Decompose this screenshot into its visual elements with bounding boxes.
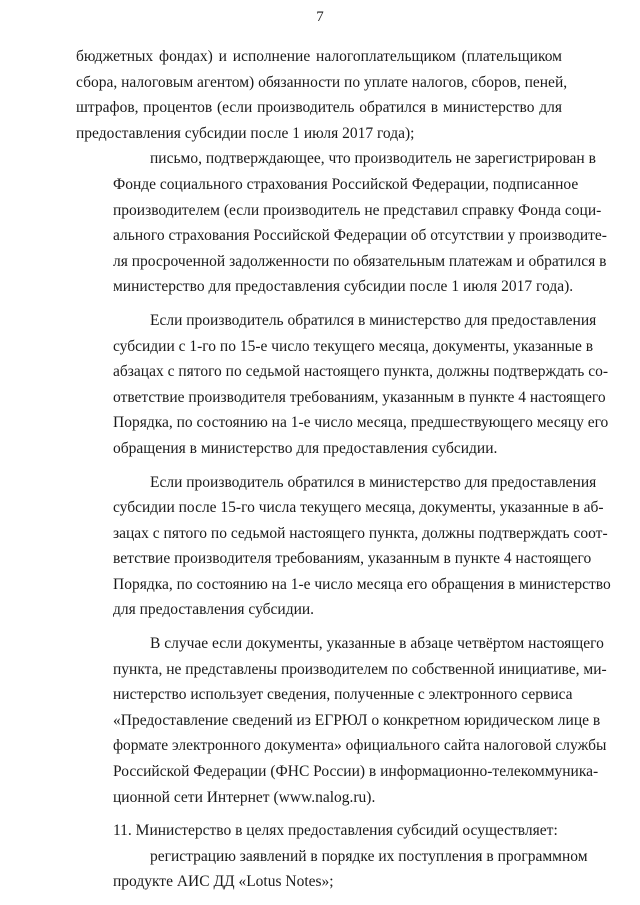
text-line: обращения в министерство для предоставления субсидии. xyxy=(113,439,498,457)
text-line: формате электронного документа» официального сайта налоговой службы xyxy=(113,737,607,755)
text-line: для предоставления субсидии. xyxy=(113,601,315,619)
text-line: сбора, налоговым агентом) обязанности по уплате налогов, сборов, пеней, xyxy=(76,73,568,91)
text-line: абзацах с пятого по седьмой настоящего пункта, должны подтверждать со- xyxy=(113,363,609,381)
text-line: продукте АИС ДД «Lotus Notes»; xyxy=(113,873,334,891)
text-line: бюджетных фондах) и исполнение налогоплательщиком (плательщиком xyxy=(76,48,562,65)
text-line: Если производитель обратился в министерство для предоставления xyxy=(150,473,597,491)
text-line: Порядка, по состоянию на 1-е число месяца, предшествующего месяцу его xyxy=(113,414,609,432)
paragraph-social-fund-letter xyxy=(76,146,607,300)
text-line: зацах с пятого по седьмой настоящего пункта, должны подтверждать соот- xyxy=(113,524,608,542)
text-line: 11. Министерство в целях предоставления субсидий осуществляет: xyxy=(113,822,558,840)
paragraph-tax-obligations xyxy=(76,44,568,146)
paragraph-registration xyxy=(76,844,588,895)
text-line: ля просроченной задолженности по обязательным платежам и обратился в xyxy=(113,252,607,270)
paragraph-item-11 xyxy=(76,818,562,844)
text-line: нистерство использует сведения, полученные с электронного сервиса xyxy=(113,686,573,704)
text-line: субсидии после 15-го числа текущего месяца, документы, указанные в аб- xyxy=(113,499,604,517)
text-line: министерство для предоставления субсидии после 1 июля 2017 года). xyxy=(113,278,574,296)
text-line: письмо, подтверждающее, что производитель не зарегистрирован в xyxy=(150,150,596,168)
text-line: производителем (если производитель не представил справку Фонда соци- xyxy=(113,201,602,219)
paragraph-second-half-of-month xyxy=(76,470,611,624)
text-line: ветствие производителя требованиям, указанным в пункте 4 настоящего xyxy=(113,550,592,568)
document-body xyxy=(76,44,611,895)
paragraph-egrul-service xyxy=(76,631,607,810)
text-line: штрафов, процентов (если производитель обратился в министерство для xyxy=(76,99,562,117)
text-line: Порядка, по состоянию на 1-е число месяца его обращения в министерство xyxy=(113,575,611,593)
text-line: регистрацию заявлений в порядке их поступления в программном xyxy=(150,847,588,865)
text-line: Фонде социального страхования Российской Федерации, подписанное xyxy=(113,175,579,193)
text-line: пункта, не представлены производителем по собственной инициативе, ми- xyxy=(113,660,607,678)
text-line: В случае если документы, указанные в абзаце четвёртом настоящего xyxy=(150,635,604,653)
text-line: Российской Федерации (ФНС России) в информационно-телекоммуника- xyxy=(113,763,599,781)
page-number: 7 xyxy=(316,9,324,25)
text-line: Если производитель обратился в министерство для предоставления xyxy=(150,311,597,329)
text-line: ционной сети Интернет (www.nalog.ru). xyxy=(113,788,376,806)
text-line: предоставления субсидии после 1 июля 2017 года); xyxy=(76,124,415,142)
text-line: субсидии с 1-го по 15-е число текущего месяца, документы, указанные в xyxy=(113,337,594,355)
paragraph-first-half-of-month xyxy=(76,308,609,462)
text-line: «Предоставление сведений из ЕГРЮЛ о конкретном юридическом лице в xyxy=(113,711,601,729)
text-line: ответствие производителя требованиям, указанным в пункте 4 настоящего xyxy=(113,388,606,406)
text-line: ального страхования Российской Федерации об отсутствии у производите- xyxy=(113,227,607,245)
